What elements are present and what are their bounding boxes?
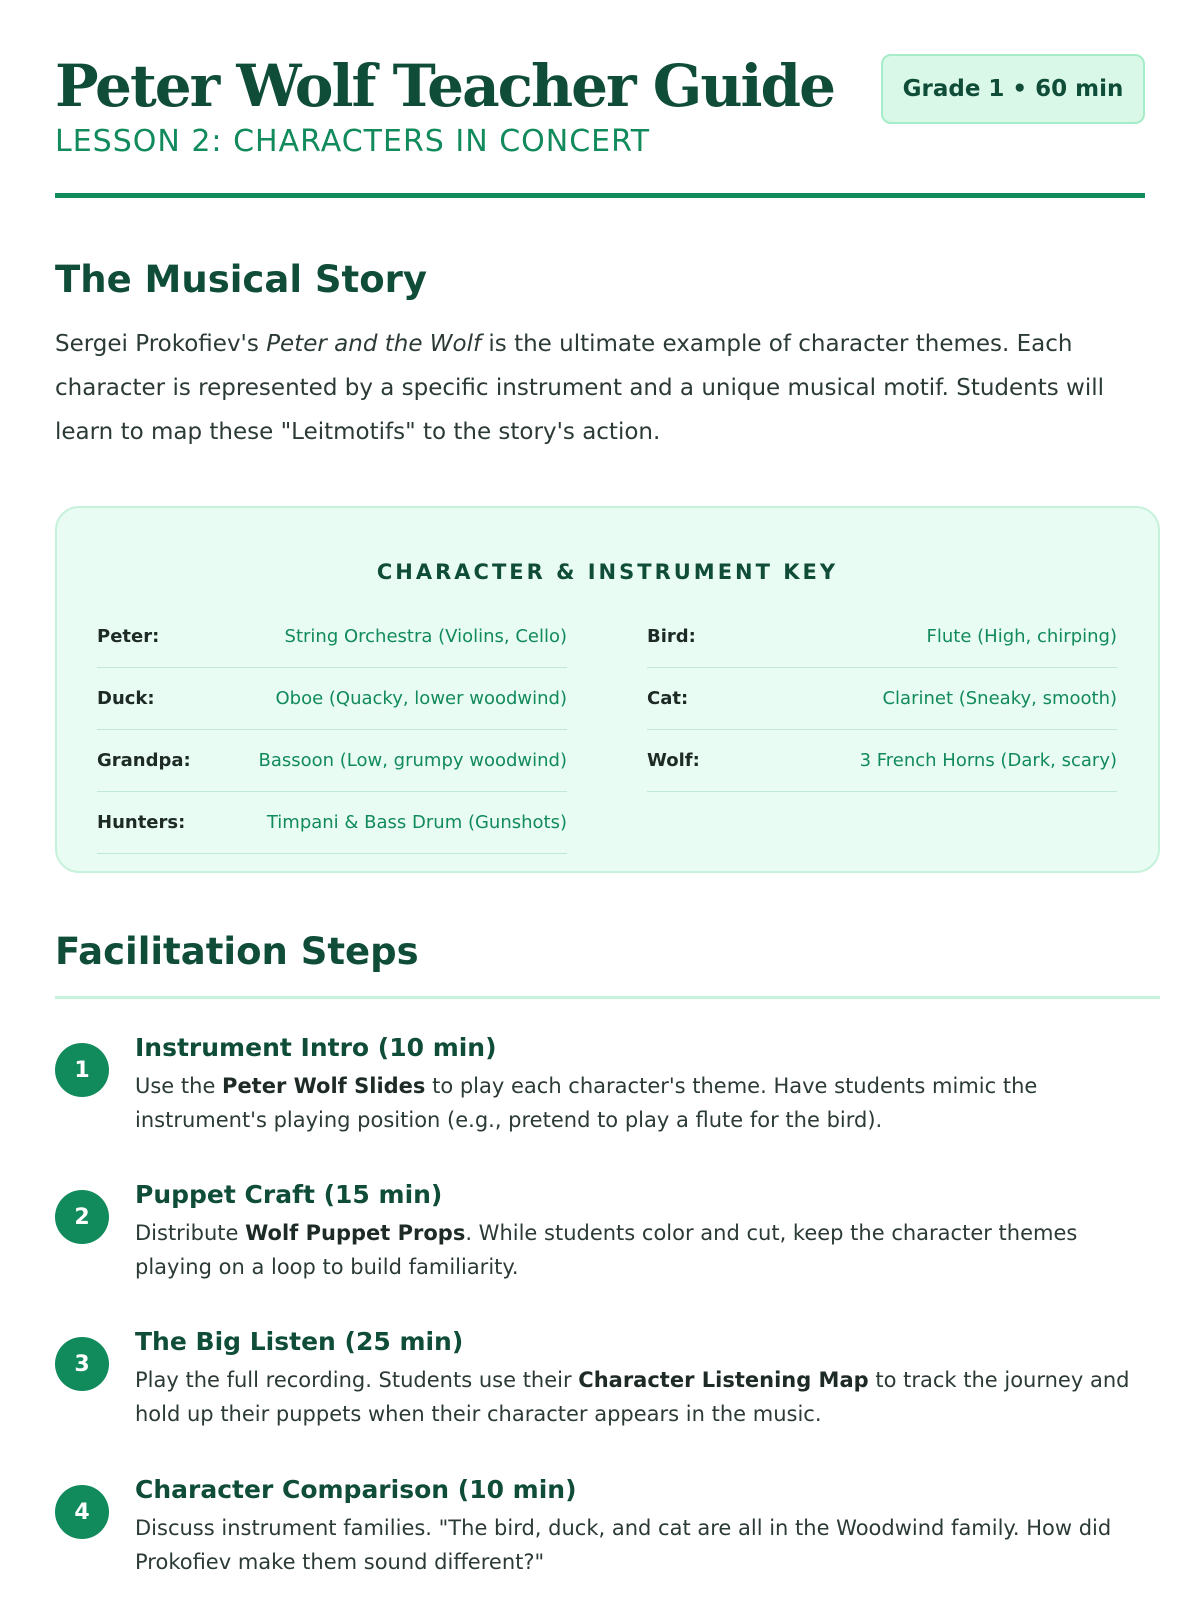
guide-title: Peter Wolf Teacher Guide [55, 52, 834, 120]
key-row [97, 606, 567, 668]
resource-name: Wolf Puppet Props [245, 1221, 466, 1245]
step-description [135, 1363, 1160, 1431]
key-row [97, 668, 567, 730]
key-row [647, 730, 1117, 792]
key-column-right [647, 606, 1117, 792]
story-text-italic: Peter and the Wolf [266, 331, 482, 357]
character-name: Grandpa: [97, 750, 191, 771]
character-name: Duck: [97, 688, 155, 709]
lesson-subtitle: LESSON 2: CHARACTERS IN CONCERT [55, 124, 651, 159]
character-instrument: Flute (High, chirping) [926, 626, 1117, 647]
character-name: Cat: [647, 688, 689, 709]
step-text-before: Discuss instrument families. "The bird, duck, and cat are all in the Woodwind family. How did Prokofiev make them sound different?" [135, 1516, 1112, 1574]
step-description [135, 1216, 1160, 1284]
character-instrument: 3 French Horns (Dark, scary) [859, 750, 1117, 771]
key-row [97, 730, 567, 792]
grade-duration-badge: Grade 1 • 60 min [881, 54, 1145, 124]
step-number-badge: 3 [55, 1337, 109, 1391]
step-text-after: to play each character's theme. Have students mimic the instrument's playing position (e.g., pretend to play a flute for the bird). [135, 1074, 1038, 1132]
step-text-after: . While students color and cut, keep the character themes playing on a loop to build familiarity. [135, 1221, 1078, 1279]
character-instrument: String Orchestra (Violins, Cello) [284, 626, 567, 647]
character-instrument: Oboe (Quacky, lower woodwind) [275, 688, 567, 709]
story-text-before: Sergei Prokofiev's [55, 331, 267, 357]
key-title: CHARACTER & INSTRUMENT KEY [376, 560, 839, 584]
story-text-after: is the ultimate example of character themes. Each character is represented by a specific instrument and a unique musical motif. Students will learn to map these "Leitmotifs" to the story's action. [55, 331, 1105, 445]
step-title: The Big Listen (25 min) [135, 1327, 464, 1356]
character-instrument: Clarinet (Sneaky, smooth) [882, 688, 1117, 709]
step-title: Instrument Intro (10 min) [135, 1033, 497, 1062]
step-number-badge: 4 [55, 1485, 109, 1539]
header [55, 0, 1145, 198]
character-instrument: Bassoon (Low, grumpy woodwind) [258, 750, 567, 771]
story-heading: The Musical Story [55, 258, 428, 301]
step-description [135, 1069, 1160, 1137]
step-text-before: Use the [135, 1074, 223, 1098]
step-title: Character Comparison (10 min) [135, 1475, 577, 1504]
step-description [135, 1511, 1160, 1579]
resource-name: Peter Wolf Slides [222, 1074, 426, 1098]
key-row [97, 792, 567, 854]
character-name: Wolf: [647, 750, 700, 771]
character-name: Hunters: [97, 812, 186, 833]
step-number-badge: 1 [55, 1043, 109, 1097]
story-paragraph [55, 322, 1155, 454]
step-number-badge: 2 [55, 1190, 109, 1244]
facilitation-heading: Facilitation Steps [55, 930, 419, 973]
step-text-after: to track the journey and hold up their puppets when their character appears in the music. [135, 1368, 1130, 1426]
key-row [647, 668, 1117, 730]
character-name: Bird: [647, 626, 696, 647]
character-name: Peter: [97, 626, 160, 647]
character-instrument: Timpani & Bass Drum (Gunshots) [266, 812, 567, 833]
step-text-before: Play the full recording. Students use their [135, 1368, 579, 1392]
resource-name: Character Listening Map [578, 1368, 869, 1392]
step-text-before: Distribute [135, 1221, 246, 1245]
character-instrument-key [55, 506, 1160, 873]
key-row [647, 606, 1117, 668]
key-column-left [97, 606, 567, 854]
section-divider [55, 996, 1160, 999]
step-title: Puppet Craft (15 min) [135, 1180, 443, 1209]
